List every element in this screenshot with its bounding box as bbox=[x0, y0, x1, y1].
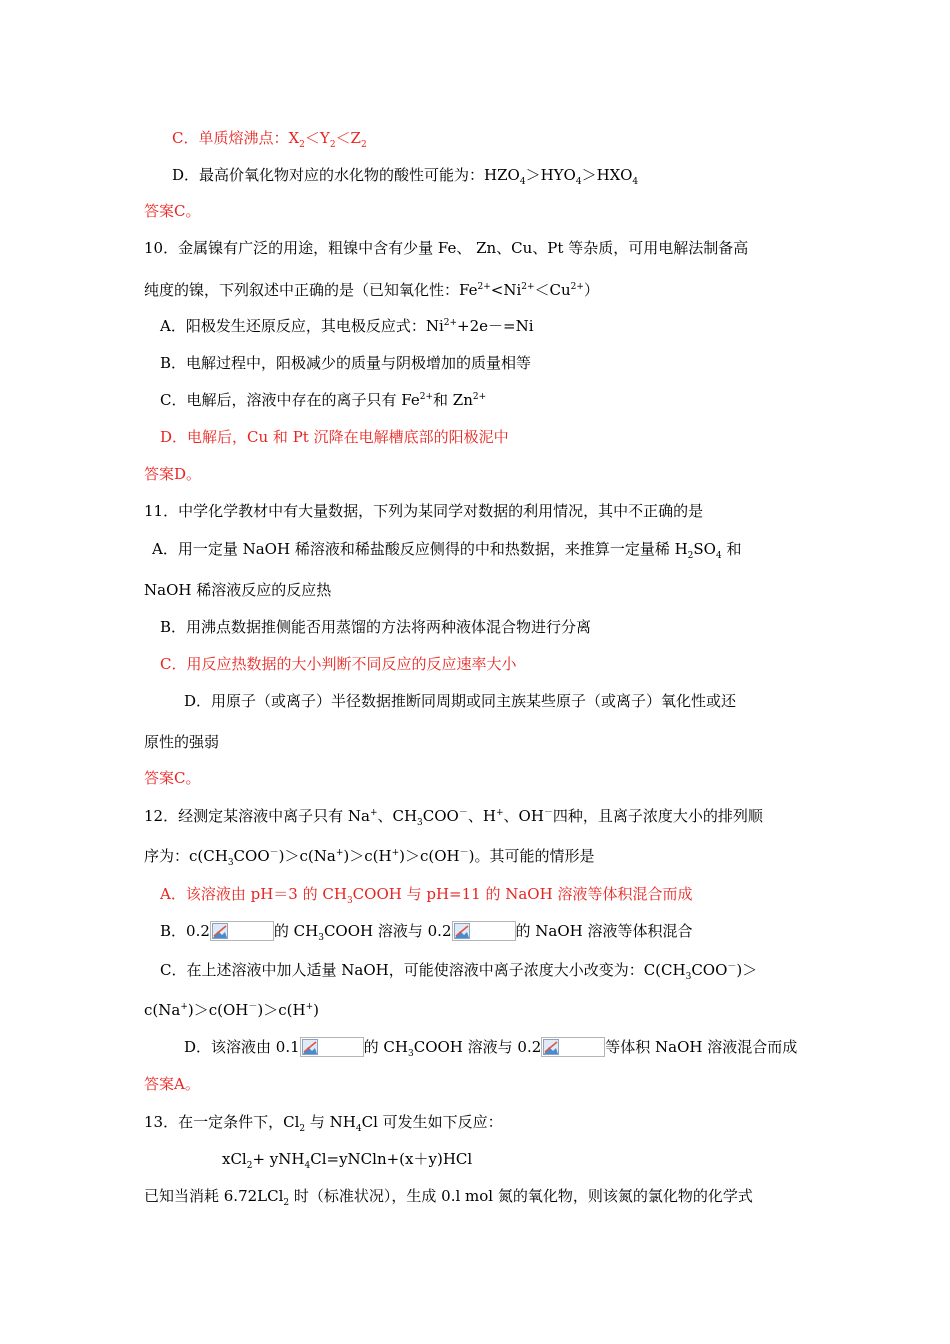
q12-stem-line2: 序为：$c(CH_3COO^-)>c(Na^+)>c(H^+)>c(OH^-)$。其可能的情形是 bbox=[144, 847, 595, 868]
q10-option-a: A．阳极发生还原反应，其电极反应式：$Ni^{2+}+2e-=Ni$ bbox=[160, 317, 534, 335]
q13-condition: 已知当消耗 6.72LCl$_2$ 时（标准状况），生成 0.l mol 氮的氧化物，则该氮的氯化物的化学式 bbox=[144, 1187, 753, 1208]
q13-stem: 13．在一定条件下，$Cl_2$ 与 $NH_4Cl$ 可发生如下反应： bbox=[144, 1113, 503, 1134]
broken-image-icon bbox=[543, 1039, 559, 1055]
q12-answer: 答案A。 bbox=[144, 1075, 200, 1093]
q12-option-a: A．该溶液由 pH＝3 的 $CH_3COOH$ 与 pH=11 的 NaOH 溶液等体积混合而成 bbox=[160, 885, 693, 906]
q11-stem: 11．中学化学教材中有大量数据，下列为某同学对数据的利用情况，其中不正确的是 bbox=[144, 502, 704, 520]
broken-image-placeholder bbox=[300, 1037, 364, 1057]
q12-option-b: B．0.2 的 $CH_3COOH$ 溶液与 0.2 的 NaOH 溶液等体积混合 bbox=[160, 922, 693, 943]
q12-stem-line1: 12．经测定某溶液中离子只有 Na+、$CH_3COO^-$、H+、OH－四种，且离子浓度大小的排列顺 bbox=[144, 807, 763, 828]
q11-option-c: C．用反应热数据的大小判断不同反应的反应速率大小 bbox=[160, 655, 517, 673]
q9-answer: 答案C。 bbox=[144, 202, 201, 220]
broken-image-placeholder bbox=[210, 921, 274, 941]
q10-stem-line2: 纯度的镍，下列叙述中正确的是（已知氧化性：$Fe^{2+}<Ni^{2+}<Cu^{2+}$） bbox=[144, 281, 599, 299]
q10-answer: 答案D。 bbox=[144, 465, 202, 483]
q12-option-c-line2: c(Na+)＞c(OH－)＞c(H+) bbox=[144, 1001, 319, 1019]
q11-option-a-line2: NaOH 稀溶液反应的反应热 bbox=[144, 581, 332, 599]
q10-stem-line1: 10．金属镍有广泛的用途，粗镍中含有少量 Fe、 Zn、Cu、Pt 等杂质，可用电解法制备高 bbox=[144, 239, 749, 257]
broken-image-placeholder bbox=[541, 1037, 605, 1057]
q9-option-d: D．最高价氧化物对应的水化物的酸性可能为：$HZO_4>HYO_4>HXO_4$ bbox=[172, 166, 639, 187]
broken-image-placeholder bbox=[452, 921, 516, 941]
q13-equation: xCl$_2$+ yNH$_4$Cl=yNCln+(x＋y)HCl bbox=[222, 1150, 473, 1171]
broken-image-icon bbox=[454, 923, 470, 939]
q11-answer: 答案C。 bbox=[144, 769, 201, 787]
q11-option-d-line2: 原性的强弱 bbox=[144, 733, 220, 751]
q12-option-d: D．该溶液由 0.1 的 $CH_3COOH$ 溶液与 0.2 等体积 NaOH 溶液混合而成 bbox=[184, 1038, 798, 1059]
q11-option-d-line1: D．用原子（或离子）半径数据推断同周期或同主族某些原子（或离子）氧化性或还 bbox=[184, 692, 737, 710]
q12-option-c-line1: C．在上述溶液中加人适量 NaOH，可能使溶液中离子浓度大小改变为：$C(CH_3COO^-)>$ bbox=[160, 961, 758, 982]
q10-option-d: D．电解后，Cu 和 Pt 沉降在电解槽底部的阳极泥中 bbox=[160, 428, 509, 446]
q11-option-b: B．用沸点数据推侧能否用蒸馏的方法将两种液体混合物进行分离 bbox=[160, 618, 592, 636]
broken-image-icon bbox=[212, 923, 228, 939]
q10-option-c: C．电解后，溶液中存在的离子只有 $Fe^{2+}$和 $Zn^{2+}$ bbox=[160, 391, 487, 409]
q11-option-a-line1: A．用一定量 NaOH 稀溶液和稀盐酸反应侧得的中和热数据，来推算一定量稀 $H_2SO_4$ 和 bbox=[152, 540, 742, 561]
q9-option-c: C．单质熔沸点：$X_2<Y_2<Z_2$ bbox=[172, 129, 367, 150]
q10-option-b: B．电解过程中，阳极减少的质量与阴极增加的质量相等 bbox=[160, 354, 532, 372]
broken-image-icon bbox=[302, 1039, 318, 1055]
